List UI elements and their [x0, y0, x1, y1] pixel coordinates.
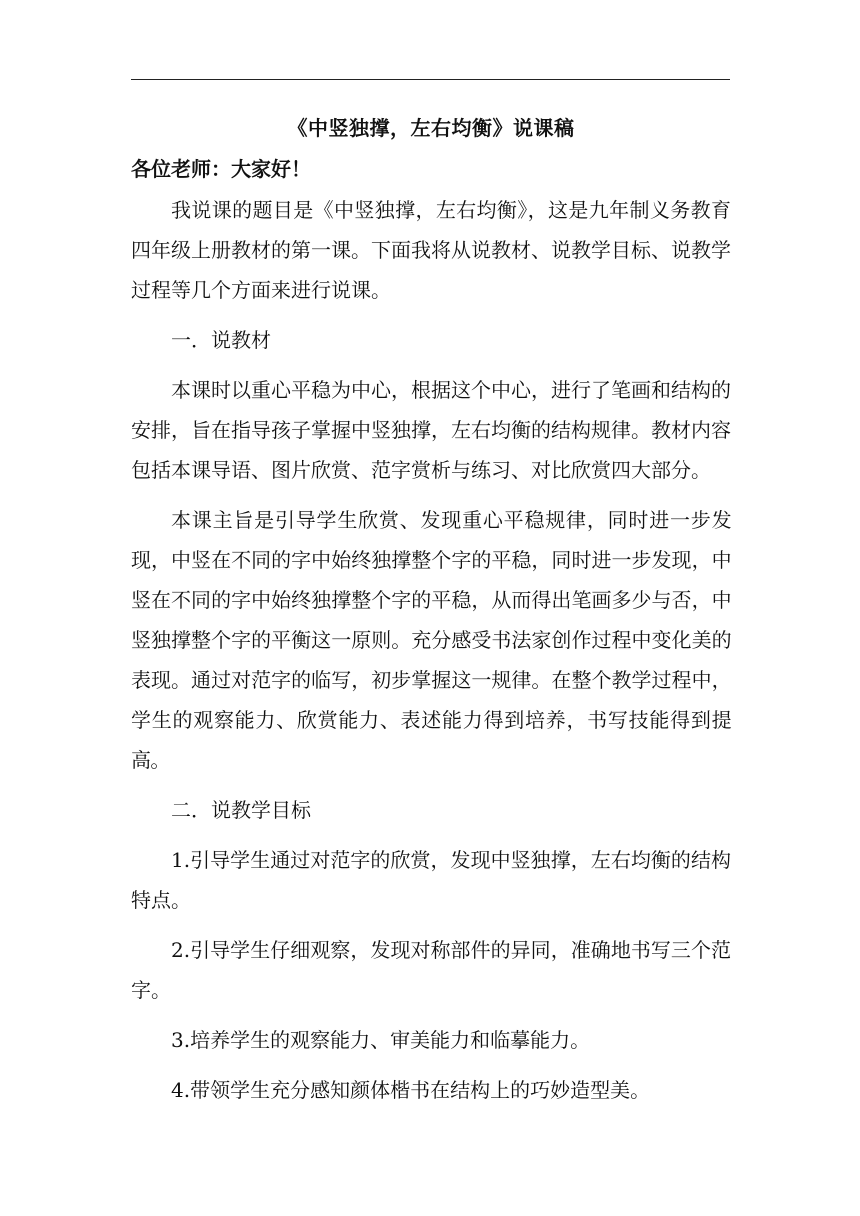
objective-item-4: 4.带领学生充分感知颜体楷书在结构上的巧妙造型美。	[171, 1078, 651, 1102]
document-title: 《中竖独撑，左右均衡》说课稿	[287, 116, 575, 140]
greeting: 各位老师：大家好！	[131, 157, 311, 181]
objective-item-3: 3.培养学生的观察能力、审美能力和临摹能力。	[171, 1028, 591, 1052]
textbook-paragraph: 本课时以重心平稳为中心，根据这个中心，进行了笔画和结构的安排，旨在指导孩子掌握中竖独撑，左右均衡的结构规律。教材内容包括本课导语、图片欣赏、范字赏析与练习、对比欣赏四大部分。	[131, 378, 731, 482]
objective-item-1: 1.引导学生通过对范字的欣赏，发现中竖独撑，左右均衡的结构特点。	[131, 848, 731, 912]
section-heading-textbook: 一．说教材	[171, 328, 271, 352]
intro-paragraph: 我说课的题目是《中竖独撑，左右均衡》，这是九年制义务教育四年级上册教材的第一课。下面我将从说教材、说教学目标、说教学过程等几个方面来进行说课。	[131, 198, 731, 302]
document-body	[131, 108, 731, 1120]
section-heading-objectives: 二．说教学目标	[171, 798, 311, 822]
header-rule	[131, 79, 730, 80]
purpose-paragraph: 本课主旨是引导学生欣赏、发现重心平稳规律，同时进一步发现，中竖在不同的字中始终独撑整个字的平稳，同时进一步发现，中竖在不同的字中始终独撑整个字的平稳，从而得出笔画多少与否，中竖独撑整个字的平衡这一原则。充分感受书法家创作过程中变化美的表现。通过对范字的临写，初步掌握这一规律。在整个教学过程中，学生的观察能力、欣赏能力、表述能力得到培养，书写技能得到提高。	[131, 508, 731, 772]
objective-item-2: 2.引导学生仔细观察，发现对称部件的异同，准确地书写三个范字。	[131, 938, 731, 1002]
